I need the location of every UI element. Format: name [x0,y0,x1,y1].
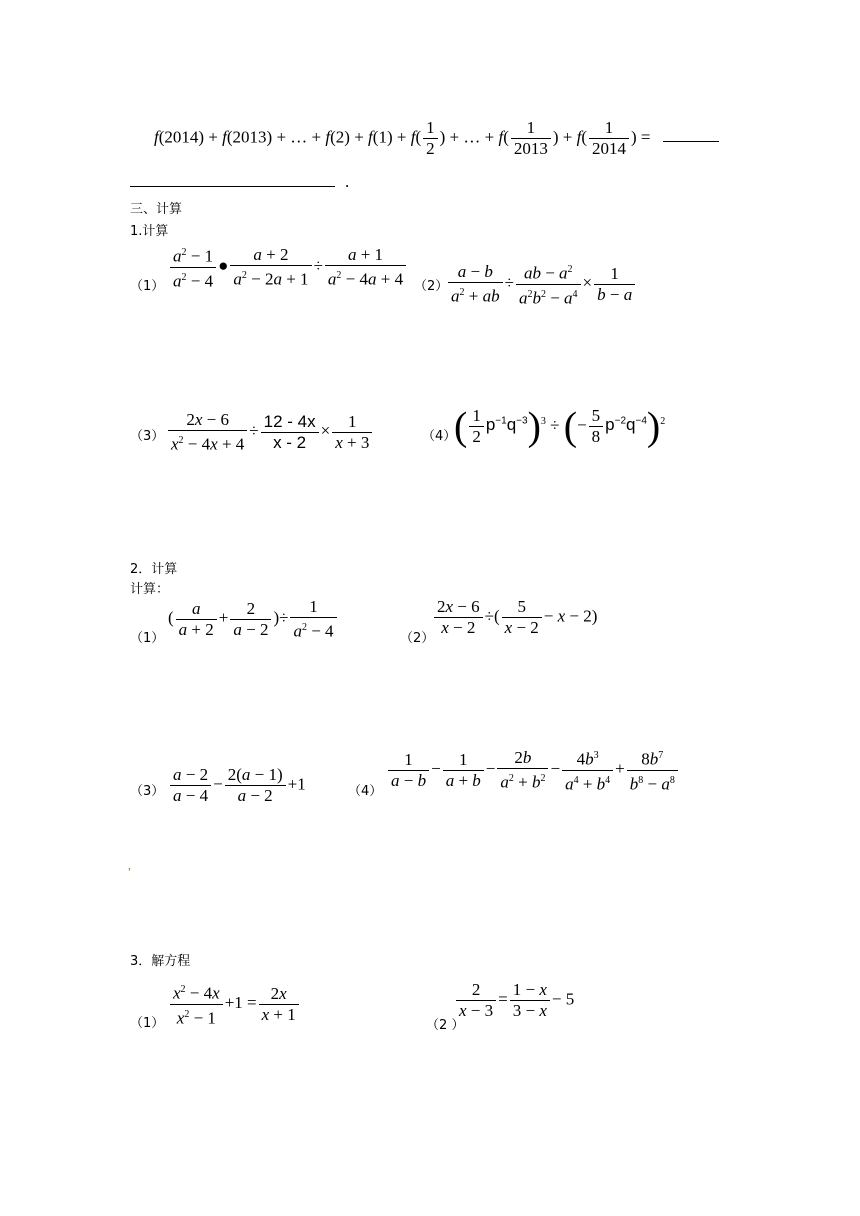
q1-item-4-label: （4） [422,429,457,444]
q2-title: 2．计算 [130,562,178,577]
q3-item-1-label: （1） [130,1016,165,1031]
q1-item-1-expression: $\frac{a^2 - 1}{a^2 - 4}$ ● $\frac{a + 2}{a^2 - 2a + 1}$ ÷ $\frac{a + 1}{a^2 - 4a + 4}$ [168,243,408,291]
q2-item-1-expression: ( $\frac{a}{a + 2}$ + $\frac{2}{a - 2}$ )÷ $\frac{1}{a^2 - 4}$ [168,597,339,642]
q3-item-2-label: （2 ） [426,1018,465,1033]
answer-blank [130,172,349,192]
end-mark: . [345,172,350,191]
q1-title: 1.计算 [130,224,169,239]
top-formula: f(2014) + f(2013) + … + f(2) + f(1) + f( $\frac{1}{2}$ ) + … + f( $\frac{1}{2013}$ ) + f( $\frac{1}{2014}$ ) = [154,118,719,159]
q1-item-2-label: （2） [414,279,449,294]
q3-item-2-equation: $\frac{2}{x - 3}$ = $\frac{1 - x}{3 - x}$ − 5 [454,980,574,1021]
q2-item-3-expression: $\frac{a - 2}{a - 4}$ − $\frac{2(a - 1)}{a - 2}$ +1 [168,765,306,806]
q2-item-4-expression: $\frac{1}{a - b}$ − $\frac{1}{a + b}$ − $\frac{2b}{a^2 + b^2}$ − $\frac{4b^3}{a^4 + b^4}$ + $\frac{8b^7}{b^8 - a^8}$ [386,746,680,794]
q1-item-2-expression: $\frac{a - b}{a^2 + ab}$ ÷ $\frac{ab - a^2}{a^2b^2 - a^4}$ × $\frac{1}{b - a}$ [446,260,637,308]
q2-item-3-label: （3） [130,784,165,799]
q2-item-2-expression: $\frac{2x - 6}{x - 2}$ ÷( $\frac{5}{x - 2}$ − x − 2) [432,597,597,638]
q2-item-1-label: （1） [130,631,165,646]
q1-item-3-expression: $\frac{2x - 6}{x^2 - 4x + 4}$ ÷ $\frac{12 - 4x}{x - 2}$ × $\frac{1}{x + 3}$ [166,410,374,455]
stray-mark: , [128,858,131,872]
section-heading: 三、计算 [130,202,183,217]
q1-item-4-expression: ( $\frac{1}{2}$ $p^{-1}q^{-3})^3$ ÷ (− $\frac{5}{8}$ $p^{-2}q^{-4})^2$ [454,403,666,449]
q2-subtitle: 计算： [130,582,170,597]
q3-item-1-equation: $\frac{x^2 - 4x}{x^2 - 1}$ +1 = $\frac{2x}{x + 1}$ [168,980,301,1028]
q1-item-3-label: （3） [130,429,165,444]
q3-title: 3．解方程 [130,954,191,969]
q2-item-2-label: （2） [400,631,435,646]
q1-item-1-label: （1） [130,279,165,294]
q2-item-4-label: （4） [348,784,383,799]
